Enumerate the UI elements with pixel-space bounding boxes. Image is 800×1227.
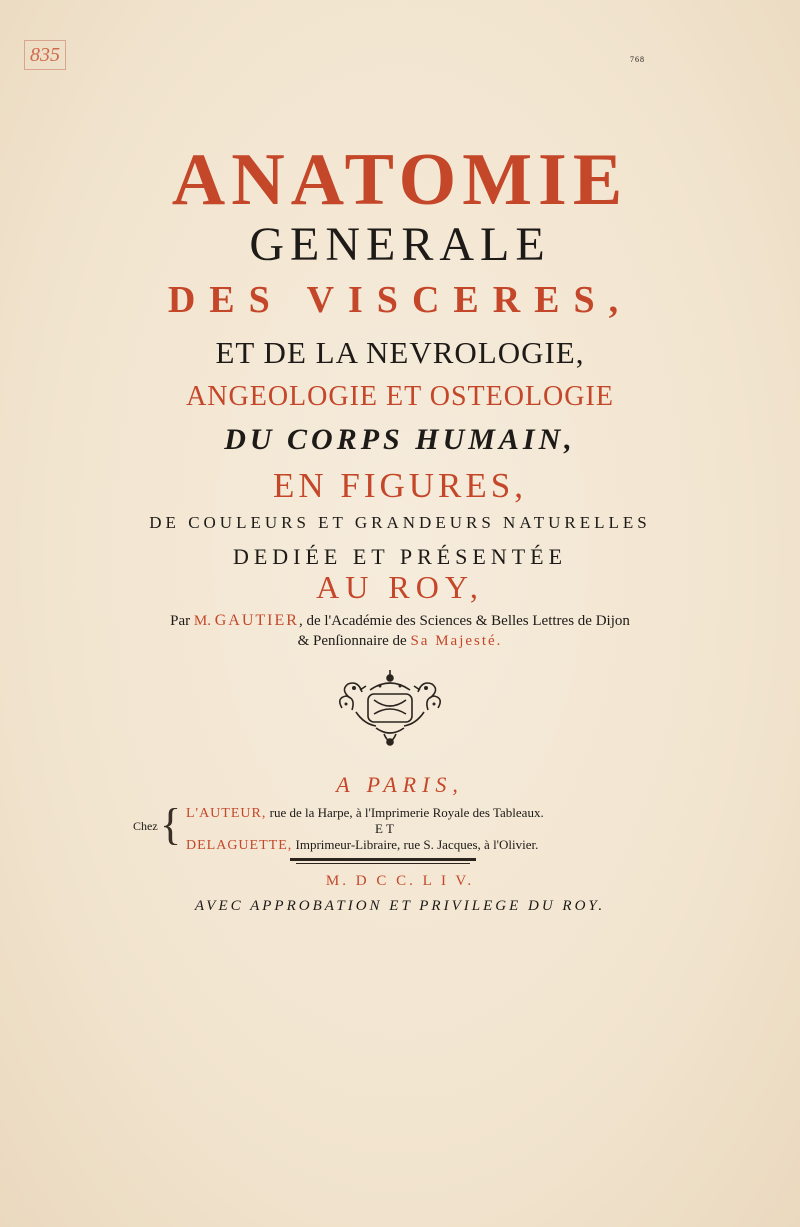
printer-2-name: DELAGUETTE, bbox=[186, 838, 293, 853]
printer-ornament-icon bbox=[330, 668, 450, 752]
title-corps-humain: DU CORPS HUMAIN, bbox=[224, 423, 576, 456]
author-majesty: Sa Majesté. bbox=[410, 633, 503, 649]
title-dediee: DEDIÉE ET PRÉSENTÉE bbox=[232, 544, 568, 569]
author-affiliation: , de l'Académie des Sciences & Belles Lettres de Dijon bbox=[298, 613, 630, 629]
printer-2-address: Imprimeur-Libraire, rue S. Jacques, à l'Olivier. bbox=[292, 837, 539, 852]
author-line-1 bbox=[0, 612, 800, 630]
title-des-visceres: DES VISCERES, bbox=[167, 279, 633, 321]
publication-date: M. D C C. L I V. bbox=[325, 873, 475, 889]
author-pension: & Penſionnaire de bbox=[297, 633, 407, 649]
title-generale: GENERALE bbox=[249, 218, 551, 271]
title-nevrologie: ET DE LA NEVROLOGIE, bbox=[215, 335, 585, 370]
title-couleurs: DE COULEURS ET GRANDEURS NATURELLES bbox=[149, 513, 651, 532]
imprint-chez: Chez bbox=[133, 819, 158, 833]
title-angeologie: ANGEOLOGIE ET OSTEOLOGIE bbox=[186, 381, 614, 412]
shelfmark-stamp: 835 bbox=[24, 40, 66, 70]
author-name: GAUTIER bbox=[214, 612, 299, 629]
title-en-figures: EN FIGURES, bbox=[272, 466, 528, 505]
imprint-brace: { bbox=[160, 800, 182, 849]
author-prefix: Par bbox=[170, 613, 191, 629]
imprint-printer-1 bbox=[186, 805, 544, 822]
title-anatomie: ANATOMIE bbox=[171, 139, 629, 221]
imprint-conjunction: E T bbox=[375, 821, 394, 836]
divider-rule-thin bbox=[296, 863, 470, 864]
imprint-city: A PARIS, bbox=[336, 772, 464, 797]
divider-rule bbox=[290, 858, 476, 861]
folio-number: 768 bbox=[630, 55, 645, 64]
printer-1-address: rue de la Harpe, à l'Imprimerie Royale des Tableaux. bbox=[266, 805, 544, 820]
title-au-roy: AU ROY, bbox=[316, 569, 484, 605]
author-line-2 bbox=[0, 632, 800, 650]
imprint-printer-2 bbox=[186, 837, 538, 854]
author-title: M. bbox=[193, 613, 211, 629]
printer-1-name: L'AUTEUR, bbox=[186, 806, 267, 821]
approbation-line: AVEC APPROBATION ET PRIVILEGE DU ROY. bbox=[194, 898, 606, 914]
